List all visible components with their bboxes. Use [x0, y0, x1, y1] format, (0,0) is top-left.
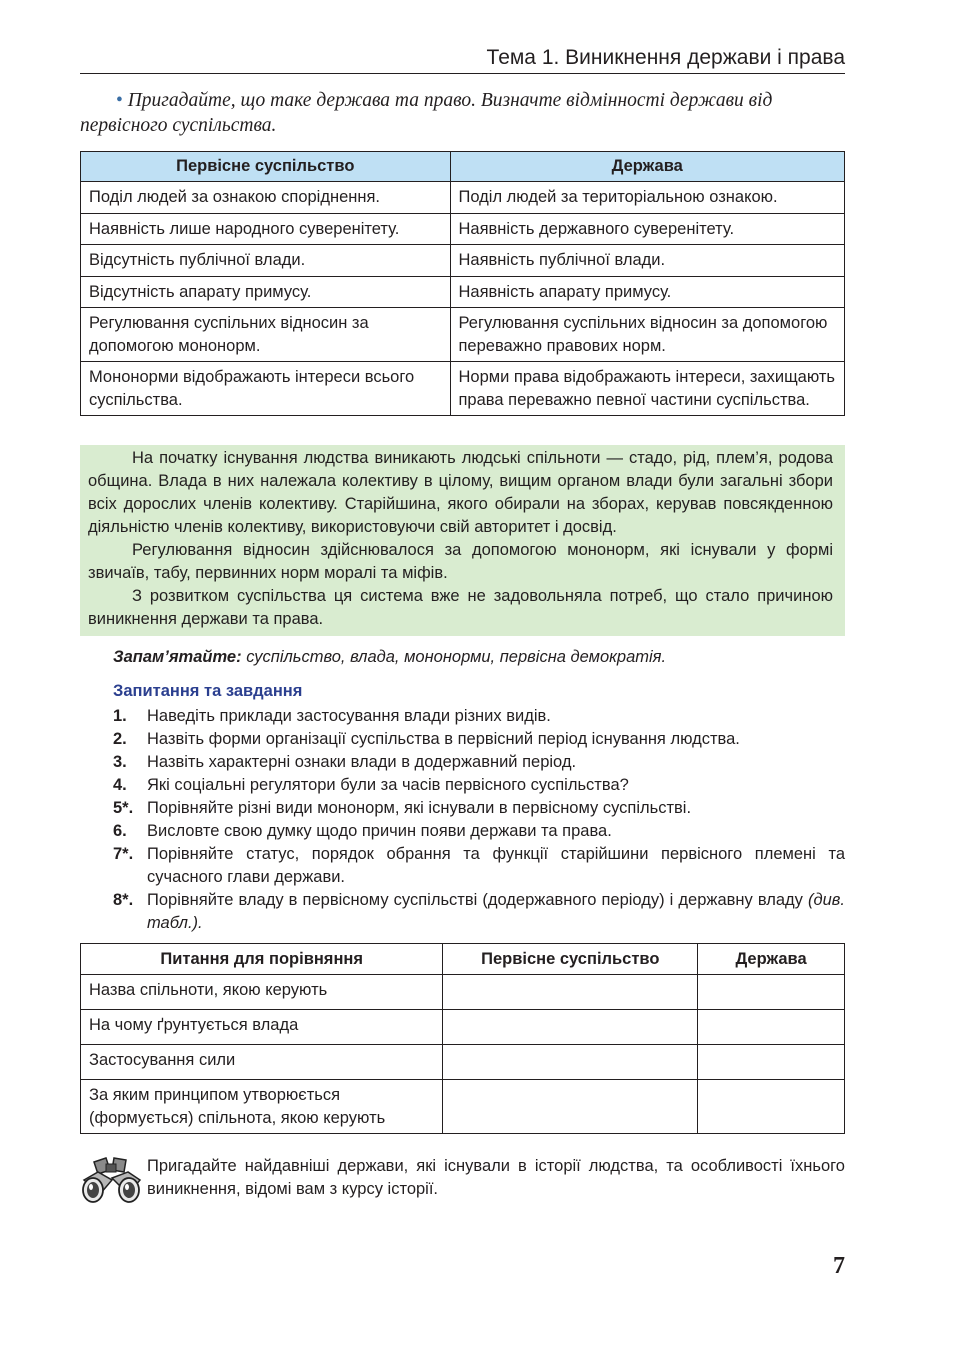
list-item	[113, 797, 845, 820]
table-header-row	[81, 152, 845, 182]
questions-heading: Запитання та завдання	[113, 682, 303, 700]
summary-box	[80, 445, 845, 636]
table-row	[81, 182, 845, 214]
question-number: 4.	[113, 776, 127, 794]
table-cell-empty	[698, 975, 845, 1010]
question-text: Які соціальні регулятори були за часів первісного суспільства?	[147, 776, 629, 794]
intro-question	[80, 88, 845, 138]
remember-label: Запам’ятайте:	[113, 648, 242, 666]
table-cell: Відсутність публічної влади.	[81, 245, 451, 277]
question-text: Порівняйте статус, порядок обрання та функції старійшини первісного племені та сучасного глави держави.	[147, 845, 845, 886]
summary-paragraph: Регулювання відносин здійснювалося за допомогою мононорм, які існували у формі звичаїв, табу, первинних норм моралі та міфів.	[88, 541, 833, 582]
question-text	[147, 889, 845, 935]
column-header: Держава	[698, 944, 845, 975]
list-item	[113, 705, 845, 728]
column-header: Первісне суспільство	[443, 944, 698, 975]
intro-text: Пригадайте, що таке держава та право. Визначте відмінності держави від первісного суспільства.	[80, 90, 773, 136]
summary-paragraph: З розвитком суспільства ця система вже не задовольняла потреб, що стало причиною виникнення держави та права.	[88, 587, 833, 628]
remember-terms: суспільство, влада, мононорми, первісна демократія.	[246, 648, 667, 666]
page-header-title: Тема 1. Виникнення держави і права	[486, 46, 845, 69]
question-text: Назвіть характерні ознаки влади в додержавний період.	[147, 753, 577, 771]
table-row	[81, 975, 845, 1010]
table-cell-empty	[443, 1080, 698, 1134]
table-cell: На чому ґрунтується влада	[81, 1010, 443, 1045]
question-number: 5*.	[113, 799, 134, 817]
table-cell: Назва спільноти, якою керують	[81, 975, 443, 1010]
header-divider	[80, 73, 845, 74]
table-cell-empty	[443, 1045, 698, 1080]
comparison-table	[80, 151, 845, 416]
question-text-main: Порівняйте владу в первісному суспільстві (додержавного періоду) і державну владу	[147, 891, 803, 909]
column-header: Первісне суспільство	[81, 152, 451, 182]
question-text: Порівняйте різні види мононорм, які існували в первісному суспільстві.	[147, 799, 692, 817]
column-header: Держава	[450, 152, 845, 182]
question-text: Висловте свою думку щодо причин появи держави та права.	[147, 822, 612, 840]
list-item	[113, 889, 845, 935]
table-cell-empty	[698, 1045, 845, 1080]
table-row	[81, 276, 845, 308]
table-cell-empty	[443, 1010, 698, 1045]
question-number: 2.	[113, 730, 127, 748]
table-reference: (див. табл.).	[147, 891, 845, 932]
table-row	[81, 1045, 845, 1080]
table-cell: За яким принципом утворюється (формується) спільнота, якою керують	[81, 1080, 443, 1134]
table-cell: Регулювання суспільних відносин за допомогою мононорм.	[81, 308, 451, 362]
table-cell: Поділ людей за ознакою споріднення.	[81, 182, 451, 214]
table-cell: Наявність публічної влади.	[450, 245, 845, 277]
table-cell: Застосування сили	[81, 1045, 443, 1080]
table-row	[81, 1080, 845, 1134]
column-header: Питання для порівняння	[81, 944, 443, 975]
history-reminder: Пригадайте найдавніші держави, які існували в історії людства, та особливості їхнього виникнення, відомі вам з курсу історії.	[147, 1157, 845, 1198]
table-row	[81, 362, 845, 416]
table-cell: Норми права відображають інтереси, захищають права переважно певної частини суспільства.	[450, 362, 845, 416]
list-item	[113, 820, 845, 843]
list-item	[113, 751, 845, 774]
questions-list	[113, 705, 845, 935]
summary-paragraph: На початку існування людства виникають людські спільноти — стадо, рід, плем’я, родова община. Влада в них належала колективу в цілому, вищим органом влади були загальні збори всіх дорослих членів колективу. Старійшина, якого обирали на зборах, керував повсякденною діяльністю членів колективу, використовуючи свій авторитет і досвід.	[88, 449, 833, 536]
table-cell: Відсутність апарату примусу.	[81, 276, 451, 308]
question-number: 7*.	[113, 845, 134, 863]
question-text: Наведіть приклади застосування влади різних видів.	[147, 707, 551, 725]
table-cell-empty	[698, 1080, 845, 1134]
list-item	[113, 843, 845, 889]
binoculars-icon	[80, 1150, 142, 1208]
table-row	[81, 308, 845, 362]
table-cell-empty	[698, 1010, 845, 1045]
table-row	[81, 245, 845, 277]
table-cell: Регулювання суспільних відносин за допомогою переважно правових норм.	[450, 308, 845, 362]
question-number: 6.	[113, 822, 127, 840]
list-item	[113, 774, 845, 797]
table-row	[81, 213, 845, 245]
table-cell: Наявність лише народного суверенітету.	[81, 213, 451, 245]
question-number: 8*.	[113, 891, 134, 909]
list-item	[113, 728, 845, 751]
table-cell: Поділ людей за територіальною ознакою.	[450, 182, 845, 214]
intro-bullet: •	[116, 90, 123, 111]
table-header-row	[81, 944, 845, 975]
question-number: 3.	[113, 753, 127, 771]
exercise-table	[80, 943, 845, 1134]
table-cell: Мононорми відображають інтереси всього суспільства.	[81, 362, 451, 416]
question-number: 1.	[113, 707, 127, 725]
remember-line	[113, 648, 666, 667]
table-cell: Наявність апарату примусу.	[450, 276, 845, 308]
page-number: 7	[833, 1253, 845, 1279]
table-cell: Наявність державного суверенітету.	[450, 213, 845, 245]
table-cell-empty	[443, 975, 698, 1010]
table-row	[81, 1010, 845, 1045]
question-text: Назвіть форми організації суспільства в первісний період існування людства.	[147, 730, 740, 748]
